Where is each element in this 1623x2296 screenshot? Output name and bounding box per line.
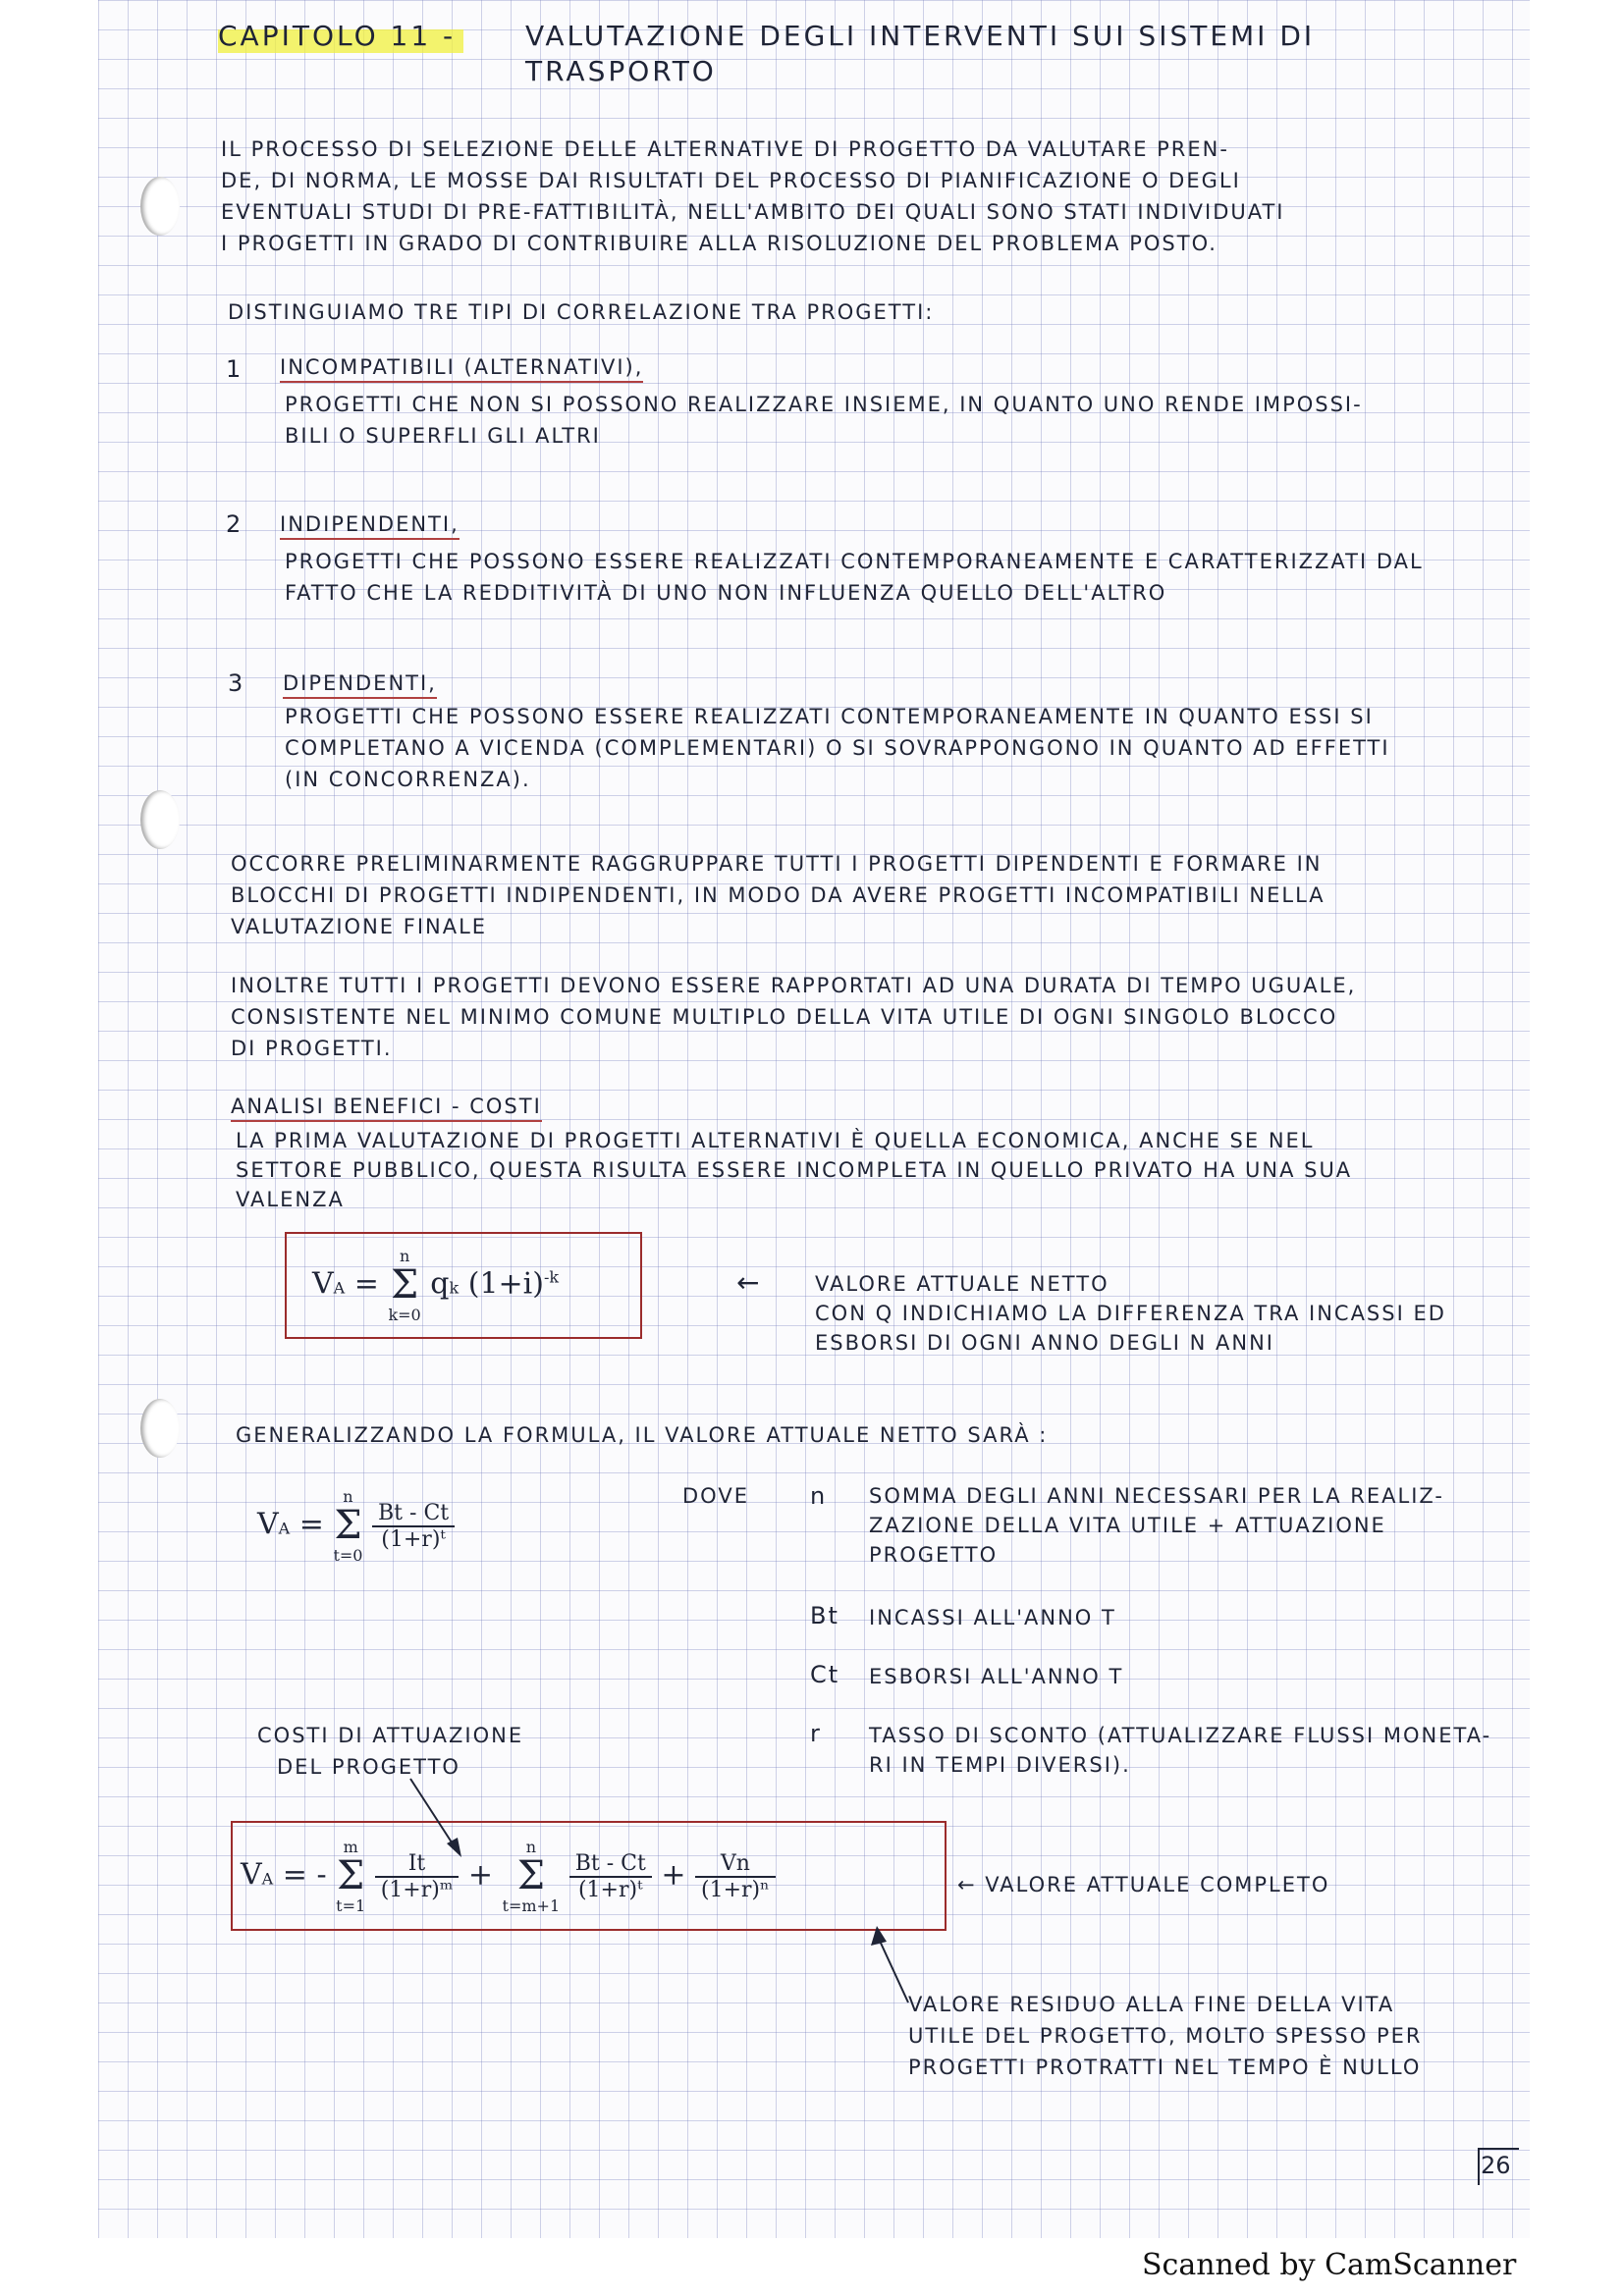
formula-van-complete: VA = - m Σ t=1 $\frac{It}{\text{(1+r)ᵐ}}$ + n Σ t=m+1 $\frac{Bt - Ct}{\text{(1+r)ᵗ}}$ + $\frac{Vn}{\text{(1+r)ⁿ}}$ <box>241 1838 776 1915</box>
legend-symbol: Ct <box>810 1661 840 1688</box>
type-heading: DIPENDENTI, <box>283 671 437 699</box>
inoltre-line: CONSISTENTE NEL MINIMO COMUNE MULTIPLO DELLA VITA UTILE DI OGNI SINGOLO BLOCCO <box>231 1005 1338 1029</box>
legend-symbol: Bt <box>810 1602 839 1629</box>
distinguish-line: DISTINGUIAMO TRE TIPI DI CORRELAZIONE TRA PROGETTI: <box>228 300 935 324</box>
intro-line: I PROGETTI IN GRADO DI CONTRIBUIRE ALLA RISOLUZIONE DEL PROBLEMA POSTO. <box>221 232 1217 255</box>
type-line: (IN CONCORRENZA). <box>285 768 531 791</box>
legend-symbol: r <box>810 1720 822 1747</box>
chapter-label: CAPITOLO 11 - <box>218 20 457 52</box>
complete-value-note: ← VALORE ATTUALE COMPLETO <box>957 1873 1330 1896</box>
occorre-line: BLOCCHI DI PROGETTI INDIPENDENTI, IN MODO DA AVERE PROGETTI INCOMPATIBILI NELLA <box>231 883 1325 907</box>
left-arrow-icon: ← <box>736 1266 762 1299</box>
type-number: 3 <box>228 669 243 697</box>
type-line: BILI O SUPERFLI GLI ALTRI <box>285 424 601 448</box>
chapter-title-line1: VALUTAZIONE DEGLI INTERVENTI SUI SISTEMI DI <box>525 20 1316 52</box>
residuo-line: PROGETTI PROTRATTI NEL TEMPO È NULLO <box>908 2056 1422 2079</box>
intro-line: EVENTUALI STUDI DI PRE-FATTIBILITÀ, NELL'AMBITO DEI QUALI SONO STATI INDIVIDUATI <box>221 200 1285 224</box>
residuo-line: VALORE RESIDUO ALLA FINE DELLA VITA <box>908 1993 1395 2016</box>
inoltre-line: INOLTRE TUTTI I PROGETTI DEVONO ESSERE RAPPORTATI AD UNA DURATA DI TEMPO UGUALE, <box>231 974 1357 997</box>
analisi-heading: ANALISI BENEFICI - COSTI <box>231 1095 542 1122</box>
legend-line: SOMMA DEGLI ANNI NECESSARI PER LA REALIZ- <box>869 1484 1444 1508</box>
generalizzando-line: GENERALIZZANDO LA FORMULA, IL VALORE ATTUALE NETTO SARÀ : <box>236 1423 1049 1447</box>
type-line: PROGETTI CHE NON SI POSSONO REALIZZARE INSIEME, IN QUANTO UNO RENDE IMPOSSI- <box>285 393 1363 416</box>
legend-line: PROGETTO <box>869 1543 999 1567</box>
legend-line: ESBORSI ALL'ANNO T <box>869 1665 1124 1688</box>
type-line: PROGETTI CHE POSSONO ESSERE REALIZZATI CONTEMPORANEAMENTE E CARATTERIZZATI DAL <box>285 550 1424 573</box>
type-number: 2 <box>226 510 242 538</box>
scanner-watermark: Scanned by CamScanner <box>1142 2248 1517 2282</box>
van-note-line: ESBORSI DI OGNI ANNO DEGLI N ANNI <box>815 1331 1275 1355</box>
occorre-line: OCCORRE PRELIMINARMENTE RAGGRUPPARE TUTTI I PROGETTI DIPENDENTI E FORMARE IN <box>231 852 1323 876</box>
analisi-line: LA PRIMA VALUTAZIONE DI PROGETTI ALTERNATIVI È QUELLA ECONOMICA, ANCHE SE NEL <box>236 1129 1315 1152</box>
costi-label: DEL PROGETTO <box>277 1755 460 1779</box>
costi-arrowhead <box>447 1838 461 1857</box>
intro-line: DE, DI NORMA, LE MOSSE DAI RISULTATI DEL PROCESSO DI PIANIFICAZIONE O DEGLI <box>221 169 1241 192</box>
type-line: FATTO CHE LA REDDITIVITÀ DI UNO NON INFLUENZA QUELLO DELL'ALTRO <box>285 581 1167 605</box>
legend-line: INCASSI ALL'ANNO T <box>869 1606 1116 1629</box>
type-heading: INDIPENDENTI, <box>280 512 460 540</box>
legend-line: RI IN TEMPI DIVERSI). <box>869 1753 1131 1777</box>
residuo-arrow <box>879 1939 908 2002</box>
costi-label: COSTI DI ATTUAZIONE <box>257 1724 524 1747</box>
residuo-arrowhead <box>871 1926 887 1946</box>
costi-arrow <box>410 1779 454 1845</box>
legend-line: TASSO DI SCONTO (ATTUALIZZARE FLUSSI MONETA- <box>869 1724 1492 1747</box>
type-line: PROGETTI CHE POSSONO ESSERE REALIZZATI CONTEMPORANEAMENTE IN QUANTO ESSI SI <box>285 705 1374 728</box>
legend-symbol: n <box>810 1482 828 1510</box>
formula-van: VA = n Σ k=0 qk $(1+i)^{-k}$ <box>312 1247 560 1324</box>
intro-line: IL PROCESSO DI SELEZIONE DELLE ALTERNATIVE DI PROGETTO DA VALUTARE PREN- <box>221 137 1229 161</box>
legend-line: ZAZIONE DELLA VITA UTILE + ATTUAZIONE <box>869 1514 1386 1537</box>
dove-label: DOVE <box>682 1484 749 1508</box>
occorre-line: VALUTAZIONE FINALE <box>231 915 488 938</box>
residuo-line: UTILE DEL PROGETTO, MOLTO SPESSO PER <box>908 2024 1423 2048</box>
chapter-title-line2: TRASPORTO <box>525 55 717 87</box>
analisi-line: VALENZA <box>236 1188 345 1211</box>
analisi-line: SETTORE PUBBLICO, QUESTA RISULTA ESSERE INCOMPLETA IN QUELLO PRIVATO HA UNA SUA <box>236 1158 1353 1182</box>
van-note-line: CON Q INDICHIAMO LA DIFFERENZA TRA INCASSI ED <box>815 1302 1446 1325</box>
formula-van-general: VA = n Σ t=0 $\frac{Bt - Ct}{\text{(1+r)ᵗ}}$ <box>257 1487 455 1565</box>
van-note-line: VALORE ATTUALE NETTO <box>815 1272 1109 1296</box>
page-number: 26 <box>1481 2152 1511 2179</box>
inoltre-line: DI PROGETTI. <box>231 1037 393 1060</box>
type-line: COMPLETANO A VICENDA (COMPLEMENTARI) O SI SOVRAPPONGONO IN QUANTO AD EFFETTI <box>285 736 1390 760</box>
type-number: 1 <box>226 355 242 383</box>
type-heading: INCOMPATIBILI (ALTERNATIVI), <box>280 355 643 383</box>
